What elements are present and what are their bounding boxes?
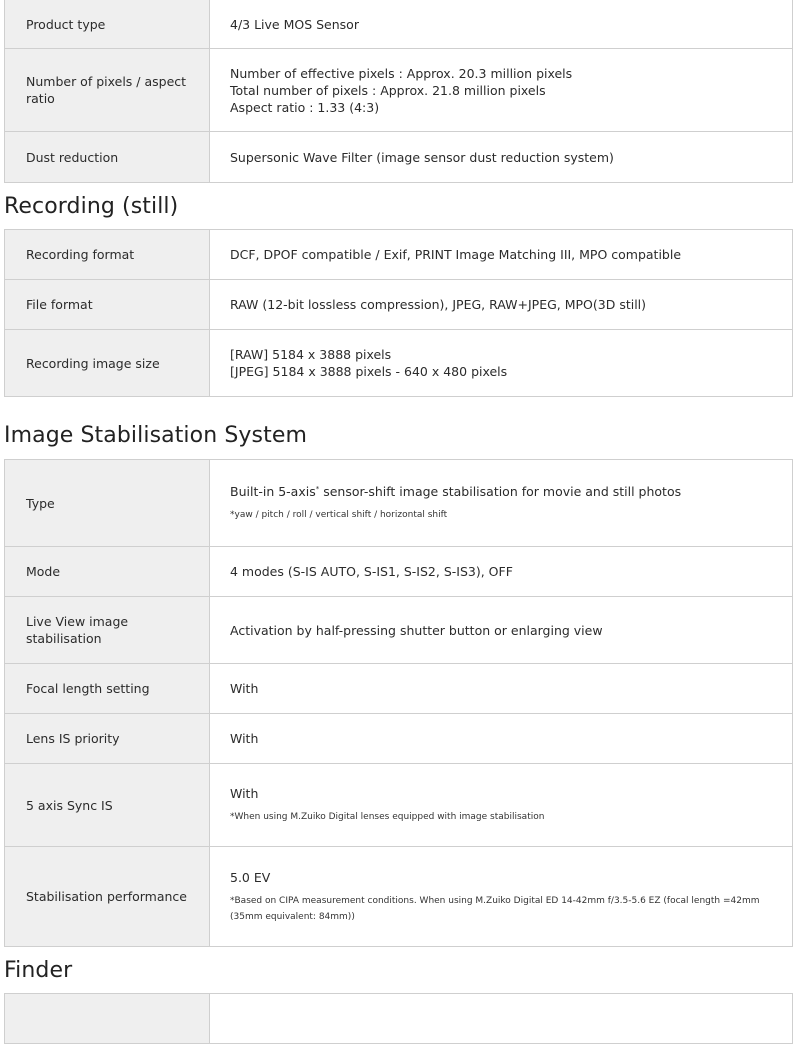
- spec-value: [210, 994, 793, 1044]
- table-row: [5, 764, 793, 847]
- spec-note: *yaw / pitch / roll / vertical shift / horizontal shift: [230, 510, 448, 520]
- spec-value-text: sensor-shift image stabilisation for movie and still photos: [319, 484, 682, 499]
- spec-value-line: With: [230, 681, 259, 696]
- finder-spec-table: [4, 993, 793, 1044]
- spec-value-line: [230, 483, 780, 500]
- section-heading-wrap: [4, 947, 793, 993]
- spec-value-line: 5.0 EV: [230, 869, 271, 885]
- spec-value-line: [JPEG] 5184 x 3888 pixels - 640 x 480 pixels: [230, 364, 508, 379]
- recording-spec-table: [4, 229, 793, 397]
- spec-value-line: With: [230, 786, 259, 801]
- spec-value: [210, 460, 793, 547]
- spec-label: Stabilisation performance: [5, 847, 210, 947]
- spec-value-line: Total number of pixels : Approx. 21.8 million pixels: [230, 82, 546, 98]
- table-row: [5, 597, 793, 664]
- table-row: [5, 330, 793, 397]
- spec-value-line: RAW (12-bit lossless compression), JPEG, RAW+JPEG, MPO(3D still): [230, 297, 647, 312]
- table-row: [5, 460, 793, 547]
- spec-value: [210, 664, 793, 714]
- spec-value: [210, 714, 793, 764]
- spec-label: Dust reduction: [5, 132, 210, 183]
- spec-value-line: DCF, DPOF compatible / Exif, PRINT Image Matching III, MPO compatible: [230, 247, 682, 262]
- spec-label: 5 axis Sync IS: [5, 764, 210, 847]
- sensor-spec-table: [4, 0, 793, 183]
- section-heading-finder: Finder: [4, 957, 73, 983]
- table-row: [5, 49, 793, 132]
- table-row: [5, 132, 793, 183]
- section-heading-wrap: [4, 183, 793, 229]
- section-heading-recording: Recording (still): [4, 193, 179, 219]
- spec-value: [210, 49, 793, 132]
- spec-label: Live View image stabilisation: [5, 597, 210, 664]
- spec-value-line: 4/3 Live MOS Sensor: [230, 16, 359, 32]
- spec-value: [210, 547, 793, 597]
- spec-value: [210, 764, 793, 847]
- spec-label: Recording format: [5, 230, 210, 280]
- spec-label: Product type: [5, 0, 210, 49]
- spec-value-line: Supersonic Wave Filter (image sensor dust reduction system): [230, 149, 614, 165]
- spec-value-text: Built-in 5-axis: [230, 484, 316, 499]
- spec-note: *Based on CIPA measurement conditions. When using M.Zuiko Digital ED 14-42mm f/3.5-5.6 EZ (focal length =42mm (35mm equivalent: 84mm)): [230, 895, 760, 922]
- spec-value-line: [RAW] 5184 x 3888 pixels: [230, 347, 392, 362]
- table-row: [5, 230, 793, 280]
- table-row: [5, 664, 793, 714]
- spec-value-line: 4 modes (S-IS AUTO, S-IS1, S-IS2, S-IS3), OFF: [230, 564, 513, 579]
- spec-label: File format: [5, 280, 210, 330]
- spec-value-line: Number of effective pixels : Approx. 20.3 million pixels: [230, 65, 573, 81]
- spec-page: [4, 0, 793, 1044]
- spec-value: [210, 280, 793, 330]
- spec-note: *When using M.Zuiko Digital lenses equipped with image stabilisation: [230, 812, 545, 822]
- spec-value: [210, 597, 793, 664]
- spec-value-line: Aspect ratio : 1.33 (4:3): [230, 99, 380, 115]
- table-row: [5, 280, 793, 330]
- spec-value: [210, 132, 793, 183]
- section-heading-wrap: [4, 397, 793, 459]
- spec-label: Mode: [5, 547, 210, 597]
- spec-value: [210, 330, 793, 397]
- spec-label: [5, 994, 210, 1044]
- spec-label: Lens IS priority: [5, 714, 210, 764]
- spec-label: Type: [5, 460, 210, 547]
- spec-value: [210, 847, 793, 947]
- table-row: [5, 0, 793, 49]
- spec-value: [210, 0, 793, 49]
- spec-value-line: Activation by half-pressing shutter button or enlarging view: [230, 622, 603, 638]
- spec-label: Number of pixels / aspect ratio: [5, 49, 210, 132]
- table-row: [5, 847, 793, 947]
- spec-value-line: With: [230, 731, 259, 746]
- section-heading-stabilisation: Image Stabilisation System: [4, 422, 307, 448]
- table-row: [5, 714, 793, 764]
- stabilisation-spec-table: [4, 459, 793, 947]
- spec-label: Recording image size: [5, 330, 210, 397]
- table-row: [5, 547, 793, 597]
- table-row: [5, 994, 793, 1044]
- spec-value: [210, 230, 793, 280]
- spec-label: Focal length setting: [5, 664, 210, 714]
- footnote-mark: *: [315, 484, 320, 493]
